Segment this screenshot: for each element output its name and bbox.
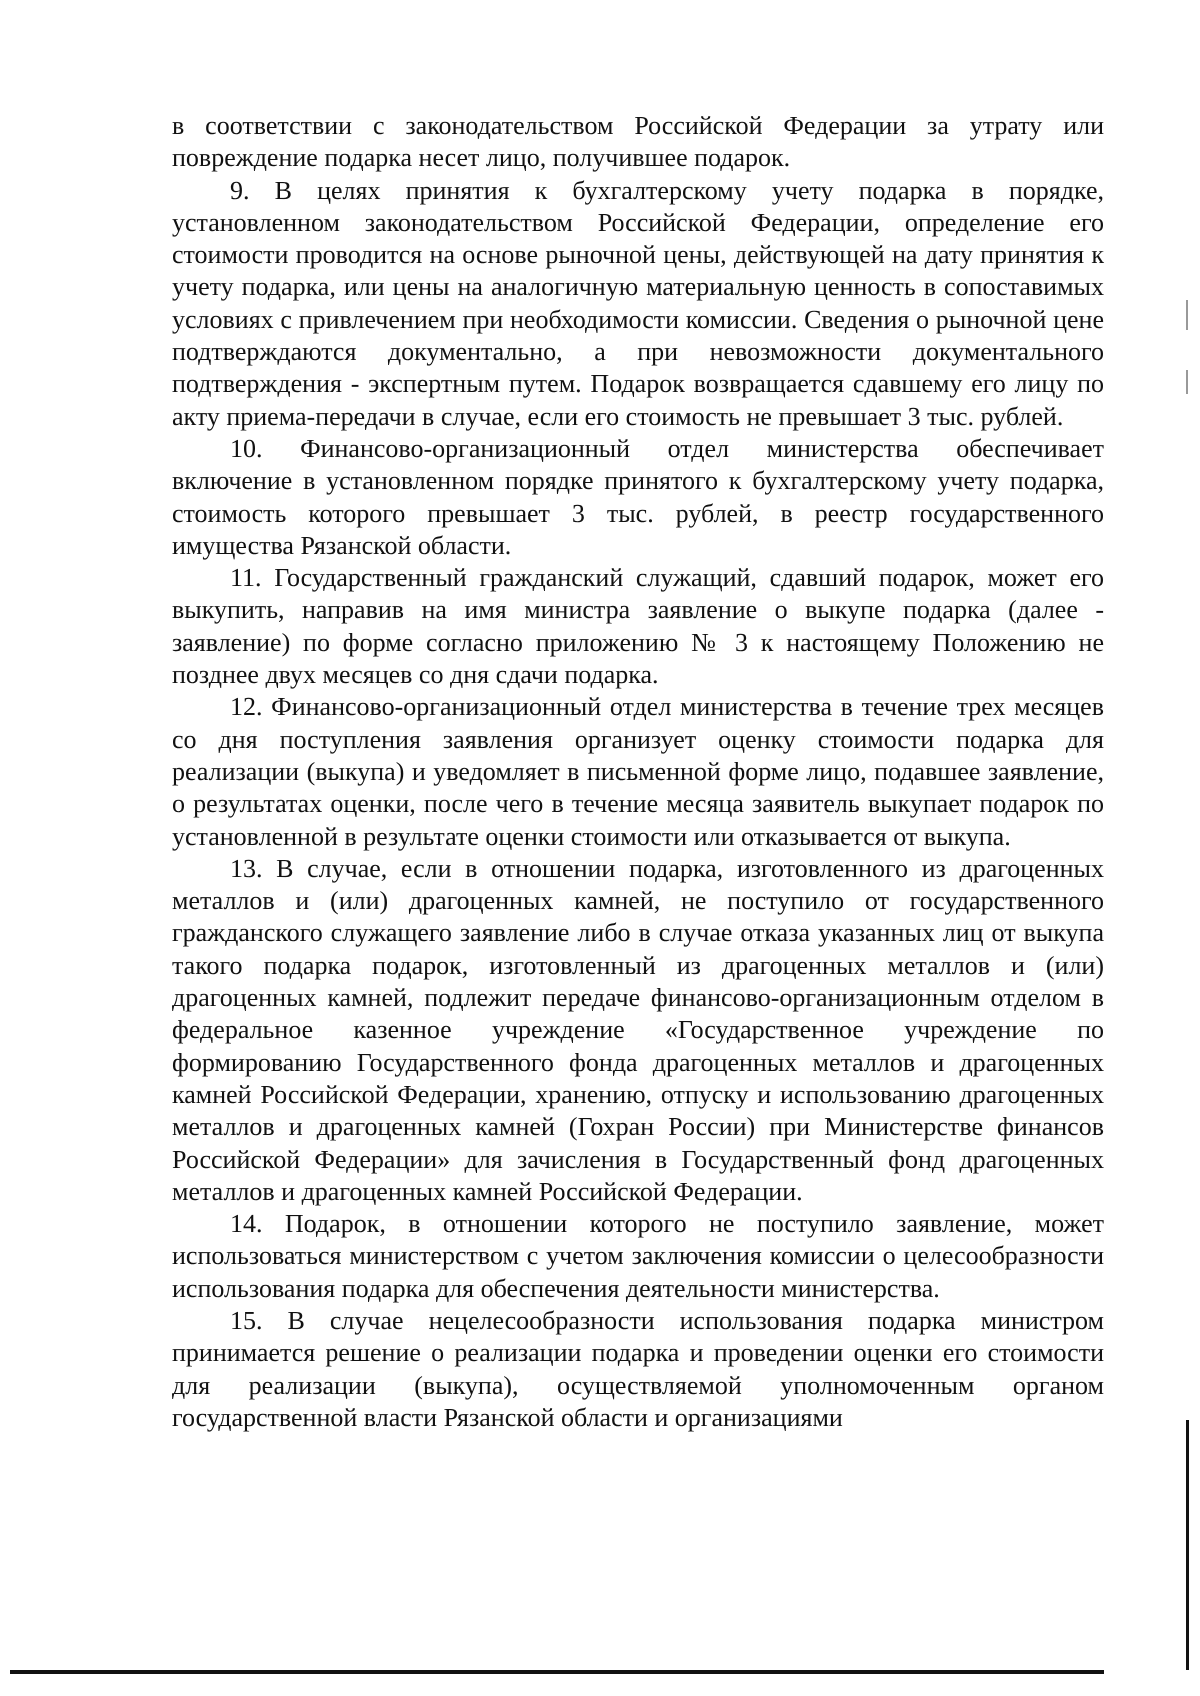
paragraph-14: 14. Подарок, в отношении которого не поступило заявление, может использоваться министерством с учетом заключения комиссии о целесообразности использования подарка для обеспечения деятельности министерства. xyxy=(172,1209,1104,1303)
paragraph-10: 10. Финансово-организационный отдел министерства обеспечивает включение в установленном порядке принятого к бухгалтерскому учету подарка, стоимость которого превышает 3 тыс. рублей, в реестр государственного имущества Рязанской области. xyxy=(172,433,1104,560)
paragraph-13: 13. В случае, если в отношении подарка, изготовленного из драгоценных металлов и (или) драгоценных камней, не поступило от государственного гражданского служащего заявление либо в случае отказа указанных лиц от выкупа такого подарка подарок, изготовленный из драгоценных металлов и (или) драгоценных камней, подлежит передаче финансово-организационным отделом в федеральное казенное учреждение «Государственное учреждение по формированию Государственного фонда драгоценных металлов и драгоценных камней Российской Федерации, хранению, отпуску и использованию драгоценных металлов и драгоценных камней (Гохран России) при Министерстве финансов Российской Федерации» для зачисления в Государственный фонд драгоценных металлов и драгоценных камней Российской Федерации. xyxy=(172,853,1104,1206)
paragraph-15: 15. В случае нецелесообразности использования подарка министром принимается решение о реализации подарка и проведении оценки его стоимости для реализации (выкупа), осуществляемой уполномоченным органом государственной власти Рязанской области и организациями xyxy=(172,1305,1104,1432)
scan-bottom-border xyxy=(10,1670,1104,1674)
paragraph-12: 12. Финансово-организационный отдел министерства в течение трех месяцев со дня поступления заявления организует оценку стоимости подарка для реализации (выкупа) и уведомляет в письменной форме лицо, подавшее заявление, о результатах оценки, после чего в течение месяца заявитель выкупает подарок по установленной в результате оценки стоимости или отказывается от выкупа. xyxy=(172,692,1104,851)
paragraph-11: 11. Государственный гражданский служащий, сдавший подарок, может его выкупить, направив на имя министра заявление о выкупе подарка (далее - заявление) по форме согласно приложению № 3 к настоящему Положению не позднее двух месяцев со дня сдачи подарка. xyxy=(172,563,1104,690)
paragraph-9: 9. В целях принятия к бухгалтерскому учету подарка в порядке, установленном законодательством Российской Федерации, определение его стоимости проводится на основе рыночной цены, действующей на дату принятия к учету подарка, или цены на аналогичную материальную ценность в сопоставимых условиях с привлечением при необходимости комиссии. Сведения о рыночной цене подтверждаются документально, а при невозможности документального подтверждения - экспертным путем. Подарок возвращается сдавшему его лицу по акту приема-передачи в случае, если его стоимость не превышает 3 тыс. рублей. xyxy=(172,175,1104,431)
scan-speck xyxy=(1186,300,1188,330)
scan-right-border xyxy=(1186,1420,1189,1670)
paragraph-continuation: в соответствии с законодательством Российской Федерации за утрату или повреждение подарка несет лицо, получившее подарок. xyxy=(172,111,1104,173)
scan-speck xyxy=(1186,370,1188,394)
document-body xyxy=(172,110,1104,1434)
